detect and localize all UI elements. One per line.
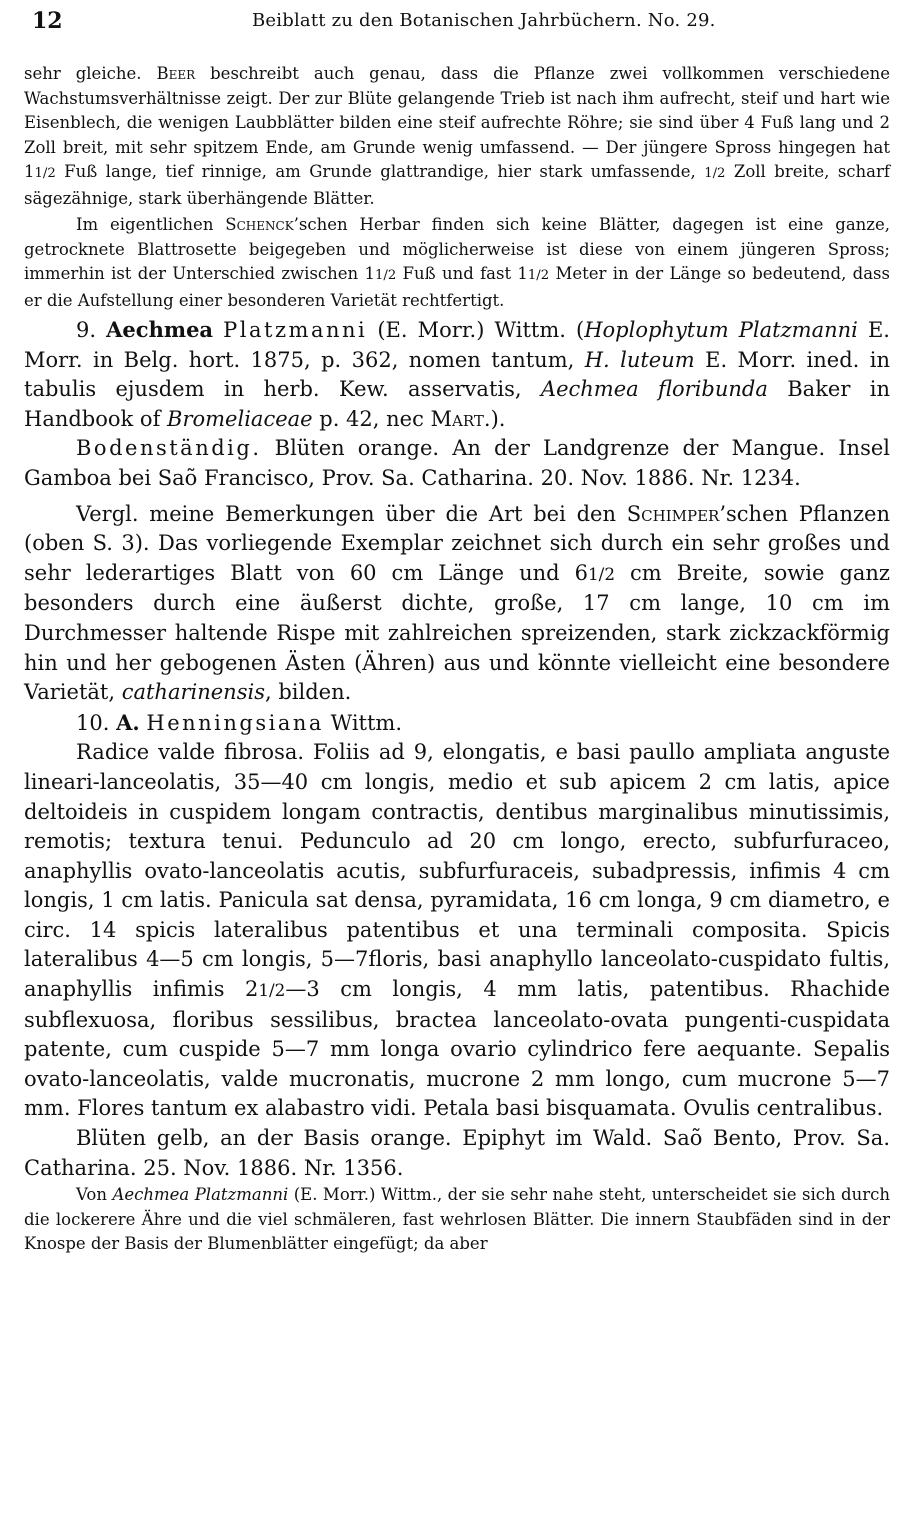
paragraph-locality-9: Bodenständig. Blüten orange. An der Landgrenze der Mangue. Insel Gamboa bei Saõ Francisco, Prov. Sa. Catharina. 20. Nov. 1886. Nr. 1234. [24,436,890,490]
paragraph-schenck-herbarium: Im eigentlichen Schenck’schen Herbar finden sich keine Blätter, dagegen ist eine ganze, getrocknete Blattrosette beigegeben und möglicherweise ist diese von einem jüngeren Spross; immerhin ist der Unterschied zwischen 11/2 Fuß und fast 11/2 Meter in der Länge so bedeutend, dass er die Aufstellung einer besonderen Varietät rechtfertigt. [24,215,890,310]
running-title: Beiblatt zu den Botanischen Jahrbüchern. No. 29. [252,10,716,31]
page-number: 12 [32,8,63,34]
paragraph-latin-description: Radice valde fibrosa. Foliis ad 9, elongatis, e basi paullo ampliata anguste lineari-lanceolatis, 35—40 cm longis, medio et sub apicem 2 cm latis, apice deltoideis in cuspidem longam contractis, dentibus marginalibus minutissimis, remotis; textura tenui. Pedunculo ad 20 cm longo, erecto, subfurfuraceo, anaphyllis ovato-lanceolatis acutis, subfurfuraceis, subadpressis, infimis 4 cm longis, 1 cm latis. Panicula sat densa, pyramidata, 16 cm longa, 9 cm diametro, e circ. 14 spicis lateralibus patentibus et una terminali composita. Spicis lateralibus 4—5 cm longis, 5—7floris, basi anaphyllo lanceolato-cuspidato fultis, anaphyllis infimis 21/2—3 cm longis, 4 mm latis, patentibus. Rhachide subflexuosa, floribus sessilibus, bractea lanceolato-ovata pungenti-cuspidata patente, cum cuspide 5—7 mm longa ovario cylindrico fere aequante. Sepalis ovato-lanceolatis, valde mucronatis, mucrone 2 mm longo, cum mucrone 5—7 mm. Flores tantum ex alabastro vidi. Petala basi bisquamata. Ovulis centralibus. [24,740,890,1121]
paragraph-comparison-note: Von Aechmea Platzmanni (E. Morr.) Wittm., der sie sehr nahe steht, unterscheidet sie sich durch die lockerere Ähre und die viel schmäleren, fast wehrlosen Blätter. Die innern Staubfäden sind in der Knospe der Basis der Blumenblätter eingefügt; da aber [24,1185,890,1254]
paragraph-remarks-9: Vergl. meine Bemerkungen über die Art bei den Schimper’schen Pflanzen (oben S. 3). Das vorliegende Exemplar zeichnet sich durch ein sehr großes und sehr lederartiges Blatt von 60 cm Länge und 61/2 cm Breite, sowie ganz besonders durch eine äußerst dichte, große, 17 cm lange, 10 cm im Durchmesser haltende Rispe mit zahlreichen spreizenden, stark zickzackförmig hin und her gebogenen Ästen (Ähren) aus und könnte vielleicht eine besondere Varietät, catharinensis, bilden. [24,501,890,705]
text-body [24,62,890,1257]
paragraph-beer-description: sehr gleiche. Beer beschreibt auch genau, dass die Pflanze zwei vollkommen verschiedene Wachstumsverhältnisse zeigt. Der zur Blüte gelangende Trieb ist nach ihm aufrecht, steif und hart wie Eisenblech, die wenigen Laubblätter bilden eine steif aufrechte Röhre; sie sind über 4 Fuß lang und 2 Zoll breit, mit sehr spitzem Ende, am Grunde wenig umfassend. — Der jüngere Spross hingegen hat 11/2 Fuß lange, tief rinnige, am Grunde glattrandige, hier stark umfassende, 1/2 Zoll breite, scharf sägezähnige, stark überhängende Blätter. [24,64,890,208]
page-header [0,8,900,40]
species-entry-9: 9. Aechmea Platzmanni (E. Morr.) Wittm. (Hoplophytum Platzmanni E. Morr. in Belg. hort. 1875, p. 362, nomen tantum, H. luteum E. Morr. ined. in tabulis ejusdem in herb. Kew. asservatis, Aechmea floribunda Baker in Handbook of Bromeliaceae p. 42, nec Mart.). [24,317,890,431]
species-entry-10: 10. A. Henningsiana Wittm. [76,709,402,735]
paragraph-locality-10: Blüten gelb, an der Basis orange. Epiphyt im Wald. Saõ Bento, Prov. Sa. Catharina. 25. Nov. 1886. Nr. 1356. [24,1126,890,1180]
